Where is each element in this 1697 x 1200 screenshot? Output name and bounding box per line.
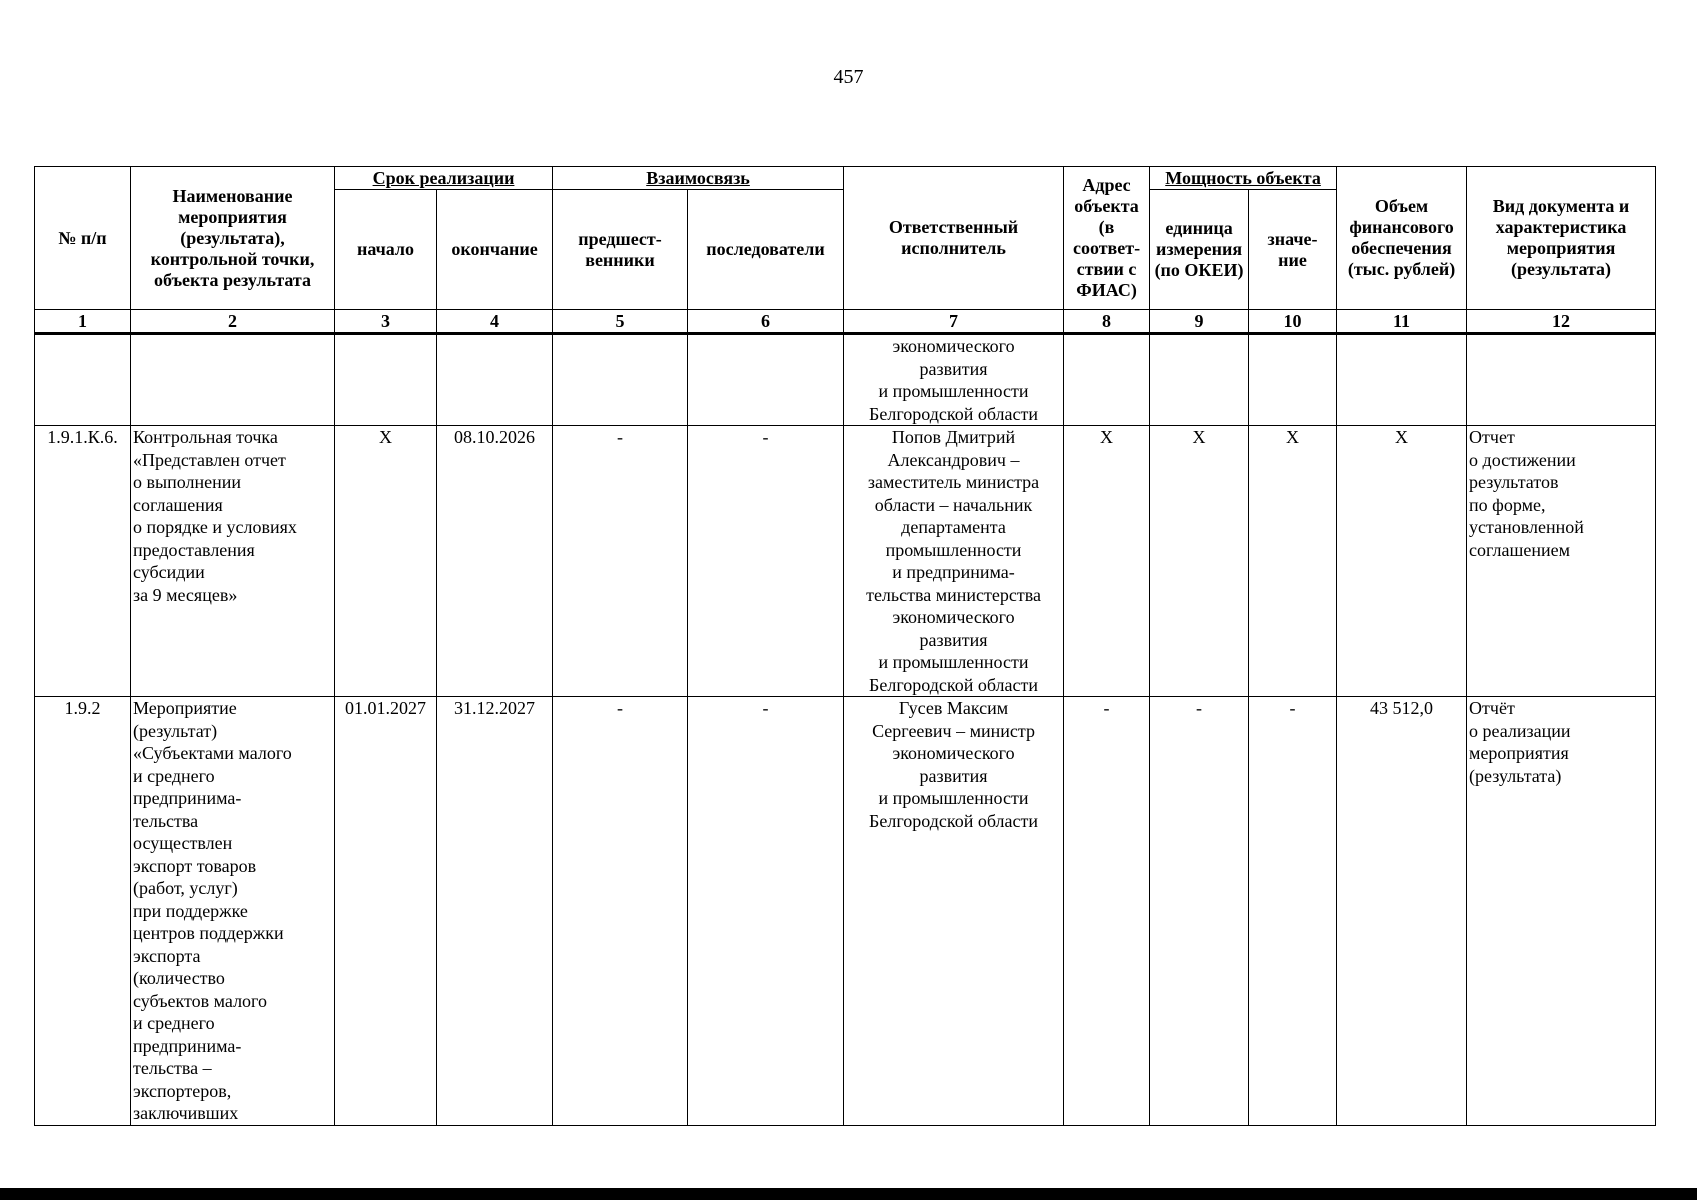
- cell-document: [1467, 334, 1656, 426]
- header-term-group: Срок реализации: [335, 167, 553, 190]
- header-end: окончание: [437, 190, 553, 310]
- header-link-group: Взаимосвязь: [553, 167, 844, 190]
- cell-predecessors: -: [553, 697, 688, 1126]
- cell-predecessors: -: [553, 426, 688, 697]
- cell-successors: -: [688, 426, 844, 697]
- header-predecessors: предшест- венники: [553, 190, 688, 310]
- cell-num: [35, 334, 131, 426]
- cell-start: 01.01.2027: [335, 697, 437, 1126]
- cell-value: [1249, 334, 1337, 426]
- cell-value: X: [1249, 426, 1337, 697]
- header-start: начало: [335, 190, 437, 310]
- column-number: 1: [35, 310, 131, 334]
- column-number: 7: [844, 310, 1064, 334]
- header-unit: единица измерения (по ОКЕИ): [1150, 190, 1249, 310]
- cell-financing: [1337, 334, 1467, 426]
- cell-address: [1064, 334, 1150, 426]
- header-name: Наименование мероприятия (результата), контрольной точки, объекта результата: [131, 167, 335, 310]
- header-capacity-group: Мощность объекта: [1150, 167, 1337, 190]
- table-row: [35, 334, 1656, 426]
- cell-financing: X: [1337, 426, 1467, 697]
- cell-successors: [688, 334, 844, 426]
- table-row: [35, 426, 1656, 697]
- cell-successors: -: [688, 697, 844, 1126]
- column-number: 5: [553, 310, 688, 334]
- column-number: 6: [688, 310, 844, 334]
- cell-num: 1.9.1.К.6.: [35, 426, 131, 697]
- cell-document: Отчёт о реализации мероприятия (результата): [1467, 697, 1656, 1126]
- header-responsible: Ответственный исполнитель: [844, 167, 1064, 310]
- cell-responsible: Гусев Максим Сергеевич – министр экономического развития и промышленности Белгородской области: [844, 697, 1064, 1126]
- header-num: № п/п: [35, 167, 131, 310]
- header-value: значе- ние: [1249, 190, 1337, 310]
- cell-unit: X: [1150, 426, 1249, 697]
- cell-financing: 43 512,0: [1337, 697, 1467, 1126]
- column-number: 8: [1064, 310, 1150, 334]
- column-numbers-row: [35, 310, 1656, 334]
- cell-unit: -: [1150, 697, 1249, 1126]
- cell-value: -: [1249, 697, 1337, 1126]
- cell-num: 1.9.2: [35, 697, 131, 1126]
- cell-responsible: экономического развития и промышленности Белгородской области: [844, 334, 1064, 426]
- column-number: 2: [131, 310, 335, 334]
- header-financing: Объем финансового обеспечения (тыс. рублей): [1337, 167, 1467, 310]
- cell-start: X: [335, 426, 437, 697]
- cell-end: 08.10.2026: [437, 426, 553, 697]
- column-number: 9: [1150, 310, 1249, 334]
- cell-name: Мероприятие (результат) «Субъектами малого и среднего предпринима- тельства осуществлен экспорт товаров (работ, услуг) при поддержке центров поддержки экспорта (количество субъектов малого и среднего предпринима- тельства – экспортеров, заключивших: [131, 697, 335, 1126]
- header-address: Адрес объекта (в соответ- ствии с ФИАС): [1064, 167, 1150, 310]
- column-number: 3: [335, 310, 437, 334]
- cell-address: X: [1064, 426, 1150, 697]
- page-number: 457: [833, 66, 864, 88]
- plan-table: [34, 166, 1656, 1126]
- cell-address: -: [1064, 697, 1150, 1126]
- cell-name: Контрольная точка «Представлен отчет о выполнении соглашения о порядке и условиях предоставления субсидии за 9 месяцев»: [131, 426, 335, 697]
- header-successors: последователи: [688, 190, 844, 310]
- cell-end: 31.12.2027: [437, 697, 553, 1126]
- cell-document: Отчет о достижении результатов по форме, установленной соглашением: [1467, 426, 1656, 697]
- scan-bottom-border: [0, 1188, 1697, 1200]
- cell-predecessors: [553, 334, 688, 426]
- cell-name: [131, 334, 335, 426]
- cell-unit: [1150, 334, 1249, 426]
- cell-start: [335, 334, 437, 426]
- column-number: 10: [1249, 310, 1337, 334]
- cell-end: [437, 334, 553, 426]
- header-document: Вид документа и характеристика мероприятия (результата): [1467, 167, 1656, 310]
- table-row: [35, 697, 1656, 1126]
- column-number: 12: [1467, 310, 1656, 334]
- cell-responsible: Попов Дмитрий Александрович – заместитель министра области – начальник департамента промышленности и предпринима- тельства министерства экономического развития и промышленности Белгородской области: [844, 426, 1064, 697]
- column-number: 4: [437, 310, 553, 334]
- column-number: 11: [1337, 310, 1467, 334]
